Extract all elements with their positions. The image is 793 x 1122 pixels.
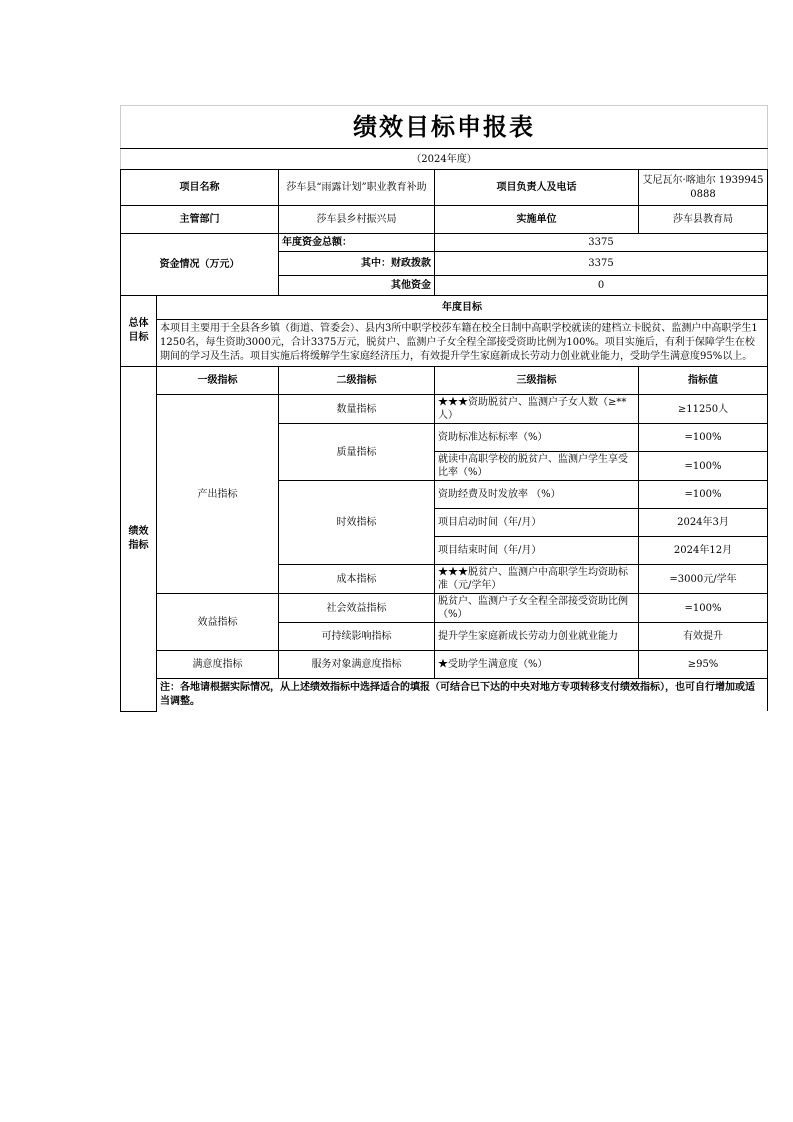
- project-owner-label: 项目负责人及电话: [435, 170, 639, 206]
- l1-benefit: 效益指标: [157, 594, 279, 651]
- l2-social: 社会效益指标: [279, 594, 435, 623]
- value-cell: =100%: [639, 424, 768, 452]
- l3-row: 脱贫户、监测户子女全程全部接受资助比例（%）: [435, 594, 639, 623]
- dept-value: 莎车县乡村振兴局: [279, 206, 435, 234]
- impl-unit-label: 实施单位: [435, 206, 639, 234]
- funds-label: 资金情况（万元）: [121, 234, 279, 296]
- l3-row: 项目启动时间（年/月）: [435, 509, 639, 537]
- l2-quantity: 数量指标: [279, 395, 435, 424]
- value-cell: 2024年12月: [639, 537, 768, 565]
- project-owner-value: 艾尼瓦尔·喀迪尔 19399450888: [639, 170, 768, 206]
- l3-row: 就读中高职学校的脱贫户、监测户学生享受比率（%）: [435, 452, 639, 481]
- funds-fiscal-value: 3375: [435, 252, 768, 276]
- indicators-section-label: 绩效指标: [121, 367, 157, 712]
- header-level3: 三级指标: [435, 367, 639, 395]
- annual-goal-header: 年度目标: [157, 296, 768, 320]
- project-name-value: 莎车县“雨露计划”职业教育补助: [279, 170, 435, 206]
- l3-row: 提升学生家庭新成长劳动力创业就业能力: [435, 623, 639, 651]
- form-title: 绩效目标申报表: [121, 106, 768, 149]
- value-cell: ≥95%: [639, 651, 768, 679]
- value-cell: ≥11250人: [639, 395, 768, 424]
- project-name-label: 项目名称: [121, 170, 279, 206]
- funds-other-label: 其他资金: [279, 276, 435, 296]
- impl-unit-value: 莎车县教育局: [639, 206, 768, 234]
- l2-cost: 成本指标: [279, 565, 435, 594]
- l1-satisfaction: 满意度指标: [157, 651, 279, 679]
- value-cell: =3000元/学年: [639, 565, 768, 594]
- funds-total-label: 年度资金总额：: [279, 234, 435, 252]
- funds-other-value: 0: [435, 276, 768, 296]
- form-table: [120, 105, 768, 712]
- form-note: 注：各地请根据实际情况，从上述绩效指标中选择适合的填报（可结合已下达的中央对地方专项转移支付绩效指标），也可自行增加或适当调整。: [157, 679, 768, 712]
- l1-output: 产出指标: [157, 395, 279, 594]
- header-level1: 一级指标: [157, 367, 279, 395]
- header-value: 指标值: [639, 367, 768, 395]
- l3-row: 资助标准达标标率（%）: [435, 424, 639, 452]
- form-year: （2024年度）: [121, 149, 768, 170]
- l3-row: ★受助学生满意度（%）: [435, 651, 639, 679]
- value-cell: 有效提升: [639, 623, 768, 651]
- l3-row: 资助经费及时发放率 （%）: [435, 481, 639, 509]
- funds-fiscal-label: 其中：财政拨款: [279, 252, 435, 276]
- value-cell: 2024年3月: [639, 509, 768, 537]
- header-level2: 二级指标: [279, 367, 435, 395]
- overall-goal-label: 总体目标: [121, 296, 157, 367]
- annual-goal-text: 本项目主要用于全县各乡镇（街道、管委会）、县内3所中职学校莎车籍在校全日制中高职学校就读的建档立卡脱贫、监测户中高职学生11250名，每生资助3000元，合计3375万元，脱贫户、监测户子女全程全部接受资助比例为100%。项目实施后，有利于保障学生在校期间的学习及生活。项目实施后将缓解学生家庭经济压力，有效提升学生家庭新成长劳动力创业就业能力，受助学生满意度95%以上。: [157, 320, 768, 367]
- l2-timeliness: 时效指标: [279, 481, 435, 565]
- l3-row: 项目结束时间（年/月）: [435, 537, 639, 565]
- performance-target-form: [120, 105, 767, 712]
- l3-row: ★★★脱贫户、监测户中高职学生均资助标准（元/学年）: [435, 565, 639, 594]
- funds-total-value: 3375: [435, 234, 768, 252]
- value-cell: =100%: [639, 594, 768, 623]
- l2-quality: 质量指标: [279, 424, 435, 481]
- value-cell: =100%: [639, 452, 768, 481]
- value-cell: =100%: [639, 481, 768, 509]
- l2-service: 服务对象满意度指标: [279, 651, 435, 679]
- dept-label: 主管部门: [121, 206, 279, 234]
- l3-row: ★★★资助脱贫户、监测户子女人数（≥**人）: [435, 395, 639, 424]
- l2-sustain: 可持续影响指标: [279, 623, 435, 651]
